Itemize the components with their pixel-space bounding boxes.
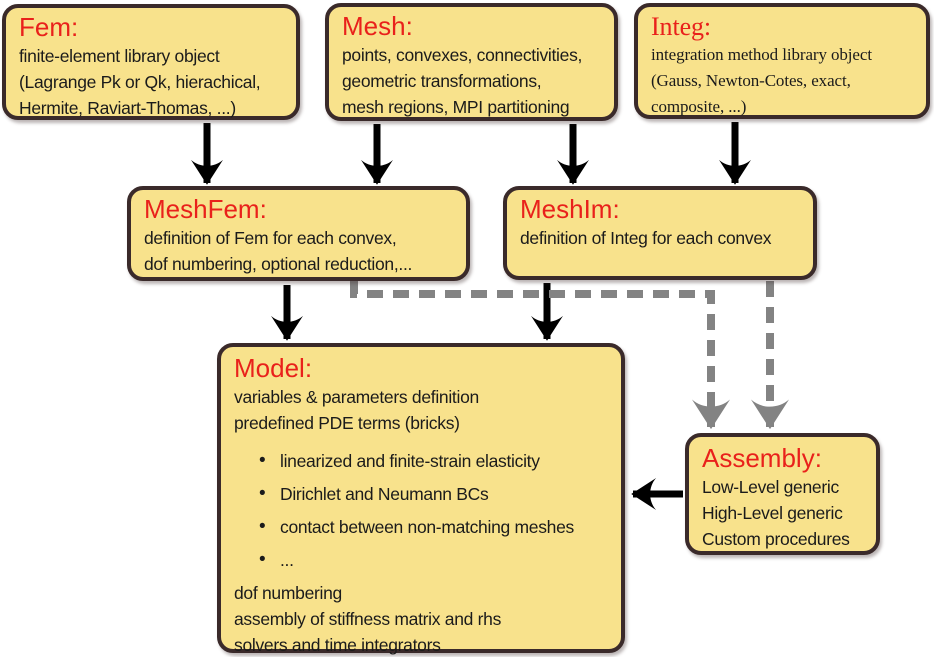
meshfem-box-line: dof numbering, optional reduction,... [144,254,413,274]
mesh-box [325,3,618,121]
model-brick-list [234,448,613,573]
assembly-box [685,433,880,555]
fem-box-line: finite-element library object [19,46,220,66]
meshfem-box-title: MeshFem: [144,194,267,224]
integ-box-line: (Gauss, Newton-Cotes, exact, [651,71,851,90]
mesh-box-title: Mesh: [342,11,413,41]
model-box-line: solvers and time integrators [234,635,441,655]
integ-box [634,3,930,119]
model-brick-item: • linearized and finite-strain elasticity [280,448,613,474]
assembly-box-line: Custom procedures [702,529,850,549]
fem-box-title: Fem: [19,12,79,42]
fem-box-line: (Lagrange Pk or Qk, hierachical, [19,72,261,92]
assembly-box-title: Assembly: [702,443,822,473]
meshfem-box [127,186,470,281]
meshim-box-title: MeshIm: [520,194,620,224]
model-box-line: predefined PDE terms (bricks) [234,413,460,433]
meshfem-box-line: definition of Fem for each convex, [144,228,397,248]
model-brick-item: • Dirichlet and Neumann BCs [280,481,613,507]
mesh-box-line: geometric transformations, [342,71,542,91]
integ-box-line: composite, ...) [651,97,747,116]
model-box-line: variables & parameters definition [234,387,479,407]
fem-box-line: Hermite, Raviart-Thomas, ...) [19,98,236,118]
model-box-line: assembly of stiffness matrix and rhs [234,609,502,629]
mesh-box-line: points, convexes, connectivities, [342,45,583,65]
assembly-box-line: Low-Level generic [702,477,839,497]
model-box-line: dof numbering [234,583,342,603]
model-box-title: Model: [234,353,313,383]
model-brick-item: • contact between non-matching meshes [280,514,613,540]
integ-box-line: integration method library object [651,45,872,64]
meshim-box-line: definition of Integ for each convex [520,228,772,248]
model-brick-item: • ... [280,547,613,573]
mesh-box-line: mesh regions, MPI partitioning [342,97,570,117]
model-box [217,343,625,653]
meshim-box [503,186,817,280]
integ-box-title: Integ: [651,12,712,41]
fem-box [2,4,300,120]
assembly-box-line: High-Level generic [702,503,843,523]
